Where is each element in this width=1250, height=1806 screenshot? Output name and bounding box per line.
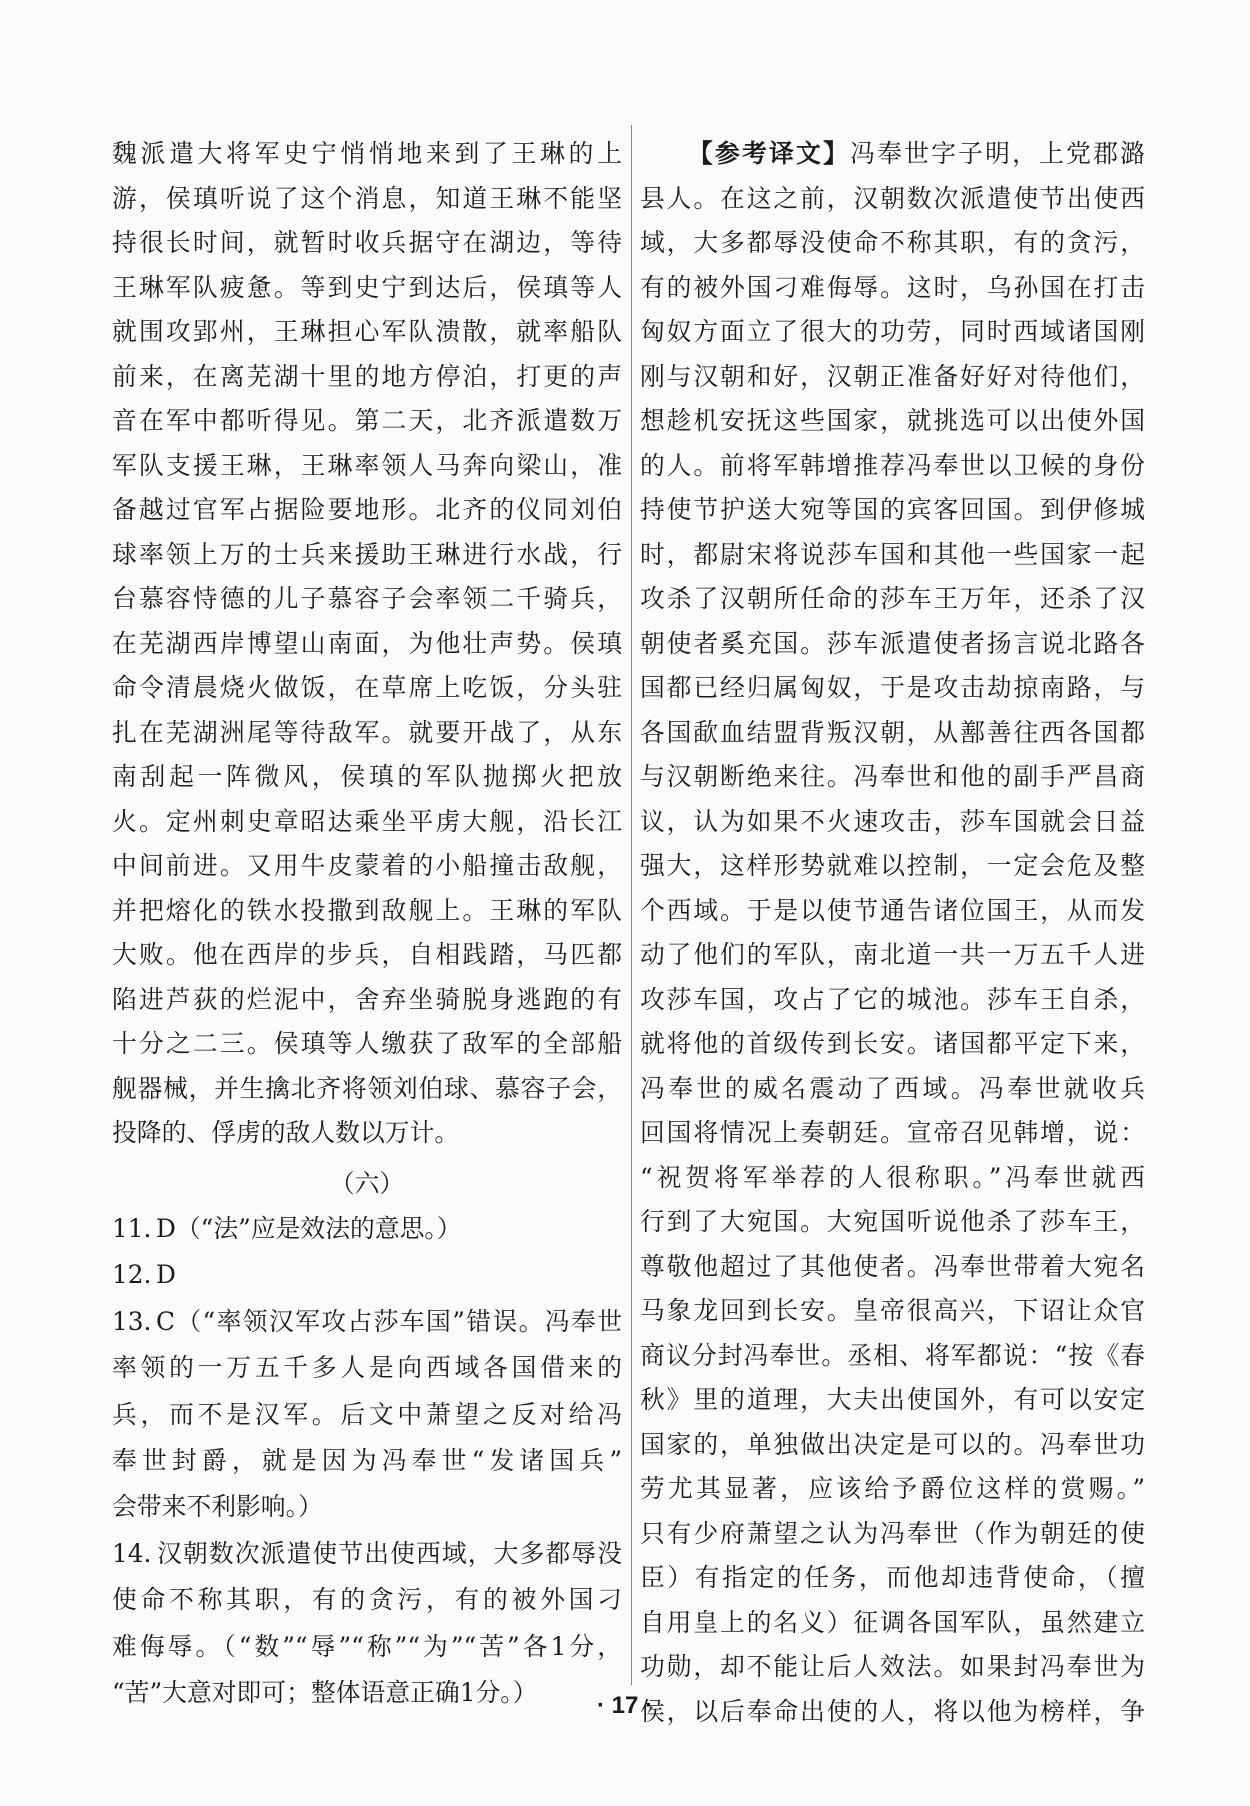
text-span: 动了他们的军队，南北道一共一万五千人进 xyxy=(640,940,1145,969)
text-span: 匈奴方面立了很大的功劳，同时西域诸国刚 xyxy=(640,317,1145,346)
answer-text: D（“法”应是效法的意思。） xyxy=(156,1214,462,1243)
text-span: 个西域。于是以使节通告诸位国王，从而发 xyxy=(640,895,1145,925)
text-span: 冯奉世字子明，上党郡潞 xyxy=(850,139,1145,168)
text-span: 劳尤其显著，应该给予爵位这样的赏赐。” xyxy=(640,1474,1145,1503)
answer-line xyxy=(112,1577,622,1623)
text-line: 在芜湖西岸博望山南面，为他壮声势。侯瑱 xyxy=(112,628,622,658)
text-line xyxy=(640,1467,1145,1512)
text-line xyxy=(640,1022,1145,1067)
answer-text: 难侮辱。（“数”“辱”“称”“为”“苦”各1分， xyxy=(112,1631,622,1661)
text-line: 中间前进。又用牛皮蒙着的小船撞击敌舰， xyxy=(112,851,622,880)
text-line: 扎在芜湖洲尾等待敌军。就要开战了，从东 xyxy=(112,717,622,747)
answer-number: 14. xyxy=(112,1538,152,1568)
text-line: 投降的、俘虏的敌人数以万计。 xyxy=(112,1118,460,1147)
text-span: 有的被外国刁难侮辱。这时，乌孙国在打击 xyxy=(640,272,1145,302)
answer-text: 兵，而不是汉军。后文中萧望之反对给冯 xyxy=(112,1399,622,1429)
text-line xyxy=(640,889,1145,934)
answer-text: “苦”大意对即可；整体语意正确1分。） xyxy=(112,1678,538,1708)
text-span: 国都已经归属匈奴，于是攻击劫掠南路，与 xyxy=(640,673,1145,702)
text-line xyxy=(640,1601,1145,1646)
page-number: · 17 · xyxy=(596,1692,653,1719)
section-title: （六） xyxy=(329,1168,405,1198)
text-line: 火。定州刺史章昭达乘坐平虏大舰，沿长江 xyxy=(112,806,622,836)
text-span: 刚与汉朝和好，汉朝正准备好好对待他们， xyxy=(640,361,1145,391)
text-span: 时，都尉宋将说莎车国和其他一些国家一起 xyxy=(640,539,1145,569)
text-line xyxy=(640,355,1145,400)
column-divider xyxy=(631,125,632,1685)
text-span: 持使节护送大宛等国的宾客回国。到伊修城 xyxy=(640,495,1145,524)
reference-label: 【参考译文】 xyxy=(688,139,851,168)
text-span: 各国歃血结盟背叛汉朝，从鄯善往西各国都 xyxy=(640,717,1145,747)
answer-number: 12. xyxy=(112,1260,152,1290)
text-line: 持很长时间，就暂时收兵据守在湖边，等待 xyxy=(112,228,622,257)
answer-line xyxy=(112,1484,622,1530)
text-line xyxy=(640,978,1145,1023)
text-line xyxy=(640,1289,1145,1334)
answer-text: 会带来不利影响。） xyxy=(112,1492,323,1522)
answer-line xyxy=(112,1299,622,1345)
text-span: 功勋，却不能让后人效法。如果封冯奉世为 xyxy=(640,1652,1145,1681)
text-span: 尊敬他超过了其他使者。冯奉世带着大宛名 xyxy=(640,1251,1145,1281)
text-line: 大败。他在西岸的步兵，自相践踏，马匹都 xyxy=(112,940,622,969)
text-line: 十分之二三。侯瑱等人缴获了敌军的全部船 xyxy=(112,1029,622,1058)
text-line xyxy=(640,1423,1145,1468)
text-line xyxy=(640,266,1145,311)
text-line xyxy=(640,1645,1145,1690)
text-span: 回国将情况上奏朝廷。宣帝召见韩增，说： xyxy=(640,1118,1145,1147)
text-line: 就围攻郢州，王琳担心军队溃散，就率船队 xyxy=(112,317,622,346)
text-span: 臣）有指定的任务，而他却违背使命，（擅 xyxy=(640,1563,1145,1592)
right-column xyxy=(640,132,1145,1734)
answer-line xyxy=(112,1531,622,1577)
text-line xyxy=(640,755,1145,800)
text-line xyxy=(640,666,1145,711)
answer-text: 率领的一万五千多人是向西域各国借来的 xyxy=(112,1353,622,1383)
text-span: 强大，这样形势就难以控制，一定会危及整 xyxy=(640,851,1145,880)
text-line xyxy=(640,177,1145,222)
answer-number: 13. xyxy=(112,1306,152,1336)
text-line xyxy=(640,933,1145,978)
text-span: 马象龙回到长安。皇帝很高兴，下诏让众官 xyxy=(640,1296,1145,1325)
text-line xyxy=(640,622,1145,667)
text-span: 想趁机安抚这些国家，就挑选可以出使外国 xyxy=(640,406,1145,435)
text-span: 的人。前将军韩增推荐冯奉世以卫候的身份 xyxy=(640,450,1145,480)
left-column xyxy=(112,132,622,1716)
translation-continuation xyxy=(112,132,622,1156)
text-span: 攻杀了汉朝所任命的莎车王万年，还杀了汉 xyxy=(640,584,1145,613)
answer-text: 汉朝数次派遣使节出使西域，大多都辱没 xyxy=(156,1538,622,1568)
text-line xyxy=(640,444,1145,489)
text-line: 陷进芦荻的烂泥中，舍弃坐骑脱身逃跑的有 xyxy=(112,984,622,1014)
answer-line xyxy=(112,1345,622,1391)
text-span: 秋》里的道理，大夫出使国外，有可以安定 xyxy=(640,1385,1145,1414)
text-line xyxy=(640,1334,1145,1379)
text-line xyxy=(640,1512,1145,1557)
text-line xyxy=(640,577,1145,622)
text-line xyxy=(640,1156,1145,1201)
text-line: 魏派遣大将军史宁悄悄地来到了王琳的上 xyxy=(112,139,622,168)
text-line: 王琳军队疲惫。等到史宁到达后，侯瑱等人 xyxy=(112,272,622,302)
text-line: 前来，在离芜湖十里的地方停泊，打更的声 xyxy=(112,361,622,391)
text-span: 与汉朝断绝来往。冯奉世和他的副手严昌商 xyxy=(640,762,1145,791)
text-line: 军队支援王琳，王琳率领人马奔向梁山，准 xyxy=(112,450,622,480)
answer-text: 奉世封爵，就是因为冯奉世“发诸国兵” xyxy=(112,1446,622,1476)
text-line: 命令清晨烧火做饭，在草席上吃饭，分头驻 xyxy=(112,673,622,702)
text-line xyxy=(640,1245,1145,1290)
answer-line xyxy=(112,1252,622,1298)
text-span: 攻莎车国，攻占了它的城池。莎车王自杀， xyxy=(640,984,1145,1014)
answer-number: 11. xyxy=(112,1214,152,1243)
text-line xyxy=(640,533,1145,578)
text-line: 音在军中都听得见。第二天，北齐派遣数万 xyxy=(112,406,622,435)
text-span: 行到了大宛国。大宛国听说他杀了莎车王， xyxy=(640,1207,1145,1236)
text-line xyxy=(640,132,1145,177)
text-line: 备越过官军占据险要地形。北齐的仪同刘伯 xyxy=(112,495,622,524)
answer-text: C（“率领汉军攻占莎车国”错误。冯奉世 xyxy=(156,1306,622,1336)
answer-text: D xyxy=(156,1260,176,1290)
text-line xyxy=(640,1067,1145,1112)
text-span: 商议分封冯奉世。丞相、将军都说：“按《春 xyxy=(640,1340,1145,1370)
text-line xyxy=(640,1556,1145,1601)
text-line xyxy=(640,711,1145,756)
text-line xyxy=(640,221,1145,266)
text-span: 冯奉世的威名震动了西域。冯奉世就收兵 xyxy=(640,1073,1145,1103)
text-line: 台慕容恃德的儿子慕容子会率领二千骑兵， xyxy=(112,584,622,613)
text-line xyxy=(640,310,1145,355)
text-line xyxy=(640,399,1145,444)
answer-line xyxy=(112,1206,622,1252)
text-span: 朝使者奚充国。莎车派遣使者扬言说北路各 xyxy=(640,628,1145,658)
text-span: 只有少府萧望之认为冯奉世（作为朝廷的使 xyxy=(640,1518,1145,1548)
text-line xyxy=(640,1378,1145,1423)
text-line xyxy=(640,1200,1145,1245)
answer-line xyxy=(112,1624,622,1670)
text-span: 自用皇上的名义）征调各国军队，虽然建立 xyxy=(640,1607,1145,1637)
text-line: 游，侯瑱听说了这个消息，知道王琳不能坚 xyxy=(112,183,622,213)
answer-line xyxy=(112,1438,622,1484)
text-span: “祝贺将军举荐的人很称职。”冯奉世就西 xyxy=(640,1162,1145,1192)
text-line xyxy=(640,488,1145,533)
text-line: 并把熔化的铁水投撒到敌舰上。王琳的军队 xyxy=(112,895,622,925)
text-line: 舰器械，并生擒北齐将领刘伯球、慕容子会， xyxy=(112,1073,622,1103)
text-span: 就将他的首级传到长安。诸国都平定下来， xyxy=(640,1029,1145,1058)
text-line xyxy=(640,844,1145,889)
answer-list xyxy=(112,1206,622,1716)
answer-text: 使命不称其职，有的贪污，有的被外国刁 xyxy=(112,1585,622,1615)
text-span: 县人。在这之前，汉朝数次派遣使节出使西 xyxy=(640,183,1145,213)
text-line xyxy=(640,1111,1145,1156)
answer-line xyxy=(112,1392,622,1438)
text-span: 域，大多都辱没使命不称其职，有的贪污， xyxy=(640,228,1145,257)
text-line xyxy=(640,800,1145,845)
text-line: 球率领上万的士兵来援助王琳进行水战，行 xyxy=(112,539,622,569)
text-span: 议，认为如果不火速攻击，莎车国就会日益 xyxy=(640,806,1145,836)
reference-translation xyxy=(640,132,1145,1734)
text-span: 国家的，单独做出决定是可以的。冯奉世功 xyxy=(640,1429,1145,1459)
text-line: 南刮起一阵微风，侯瑱的军队抛掷火把放 xyxy=(112,762,622,791)
text-span: 侯，以后奉命出使的人，将以他为榜样，争 xyxy=(640,1696,1145,1726)
